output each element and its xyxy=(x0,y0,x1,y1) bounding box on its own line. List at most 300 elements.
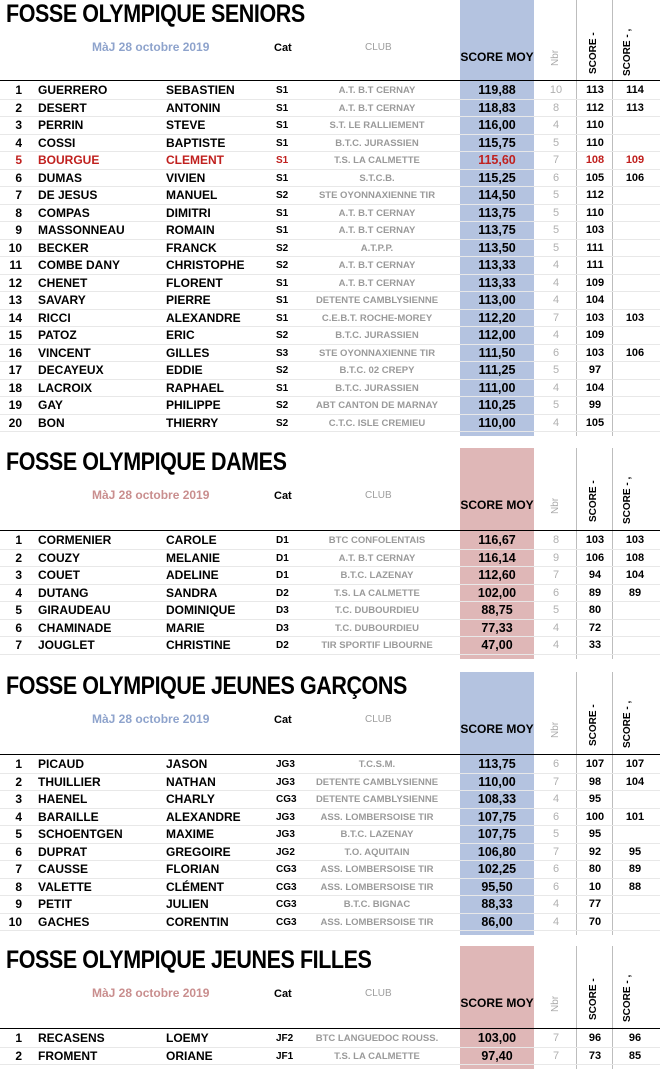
average-score: 88,75 xyxy=(481,603,513,617)
row-divider xyxy=(0,654,660,655)
last-name: GUERRERO xyxy=(38,83,108,97)
header-score-2: SCORE - , xyxy=(622,974,633,1022)
table-row xyxy=(0,135,660,153)
score-1: 97 xyxy=(588,364,602,376)
table-row xyxy=(0,205,660,223)
section-2 xyxy=(0,448,660,659)
first-name: GREGOIRE xyxy=(166,844,231,859)
average-score: 113,00 xyxy=(478,293,516,307)
table-row xyxy=(0,187,660,205)
count: 7 xyxy=(552,775,560,788)
last-name: LACROIX xyxy=(38,380,92,395)
header-score-1: SCORE - xyxy=(588,480,599,522)
average-score: 118,83 xyxy=(478,100,516,115)
table-row xyxy=(0,896,660,914)
score-2: 106 xyxy=(625,346,645,359)
table-row xyxy=(0,756,660,774)
last-name: BARAILLE xyxy=(38,809,99,824)
table-row xyxy=(0,117,660,135)
score-1: 72 xyxy=(588,621,602,634)
rank: 5 xyxy=(15,827,22,841)
count: 9 xyxy=(552,551,560,564)
table-row xyxy=(0,152,660,170)
club: BTC CONFOLENTAIS xyxy=(328,535,426,546)
last-name: BON xyxy=(38,415,65,430)
first-name: RAPHAEL xyxy=(166,380,225,395)
average-score: 106,80 xyxy=(477,844,517,859)
last-name: BOURGUE xyxy=(38,153,100,167)
category: S1 xyxy=(276,382,289,394)
first-name: EDDIE xyxy=(166,363,203,377)
score-1: 109 xyxy=(585,329,605,341)
average-score: 112,00 xyxy=(478,328,516,342)
count: 4 xyxy=(552,915,560,928)
header-score-1: SCORE - xyxy=(588,704,599,746)
score-1: 111 xyxy=(586,259,604,271)
rank: 8 xyxy=(15,879,22,894)
last-name: DECAYEUX xyxy=(38,363,104,377)
category: S1 xyxy=(276,137,289,149)
first-name: JULIEN xyxy=(166,897,209,911)
rank: 7 xyxy=(15,862,22,876)
category: D2 xyxy=(276,640,289,651)
section-4 xyxy=(0,946,660,1069)
first-name: VIVIEN xyxy=(166,170,206,185)
club: C.E.B.T. ROCHE-MOREY xyxy=(321,312,433,324)
count: 6 xyxy=(552,346,560,359)
table-row xyxy=(0,170,660,188)
category: S2 xyxy=(276,242,289,254)
first-name: SEBASTIEN xyxy=(166,83,235,97)
category: JF1 xyxy=(276,1050,294,1062)
first-name: GILLES xyxy=(166,345,210,360)
score-1: 108 xyxy=(585,154,605,166)
score-1: 96 xyxy=(588,1032,602,1044)
first-name: STEVE xyxy=(166,118,206,132)
rank: 16 xyxy=(8,345,22,360)
count: 4 xyxy=(552,639,560,651)
update-date: MàJ 28 octobre 2019 xyxy=(92,40,210,54)
club: A.T. B.T CERNAY xyxy=(338,225,416,236)
club: ASS. LOMBERSOISE TIR xyxy=(320,881,434,893)
average-score: 103,00 xyxy=(477,1031,517,1045)
header-score-1: SCORE - xyxy=(588,978,599,1020)
rank: 7 xyxy=(15,188,22,202)
first-name: ORIANE xyxy=(166,1048,213,1063)
score-1: 104 xyxy=(585,294,605,306)
table-row xyxy=(0,415,660,433)
first-name: ADELINE xyxy=(166,568,219,582)
update-date: MàJ 28 octobre 2019 xyxy=(92,712,210,726)
count: 4 xyxy=(552,294,560,306)
rank: 6 xyxy=(15,844,22,859)
header-score-average: SCORE MOY xyxy=(460,722,534,736)
club: ABT CANTON DE MARNAY xyxy=(316,400,438,411)
club: A.T. B.T CERNAY xyxy=(338,85,416,96)
last-name: COUET xyxy=(38,568,80,582)
first-name: CAROLE xyxy=(166,533,217,547)
club: A.T. B.T CERNAY xyxy=(338,552,416,564)
last-name: GACHES xyxy=(38,914,90,929)
first-name: CLEMENT xyxy=(166,153,224,167)
table-row xyxy=(0,380,660,398)
last-name: PETIT xyxy=(38,897,73,911)
count: 5 xyxy=(552,136,560,149)
header-count: Nbr xyxy=(550,49,561,66)
club: B.T.C. JURASSIEN xyxy=(335,137,419,149)
score-1: 99 xyxy=(588,399,602,411)
count: 7 xyxy=(552,1049,560,1062)
count: 7 xyxy=(552,311,560,324)
category: S2 xyxy=(276,190,289,201)
score-1: 92 xyxy=(588,845,602,858)
score-2: 108 xyxy=(625,551,645,564)
last-name: DE JESUS xyxy=(38,188,98,202)
score-2: 89 xyxy=(628,863,642,875)
category: JG3 xyxy=(276,759,295,770)
first-name: PIERRE xyxy=(166,293,211,307)
score-1: 111 xyxy=(586,241,604,254)
first-name: CORENTIN xyxy=(166,914,229,929)
category: S1 xyxy=(276,225,289,236)
category: JG3 xyxy=(276,811,295,823)
score-2: 101 xyxy=(625,810,645,823)
average-score: 115,25 xyxy=(478,170,516,185)
first-name: CHARLY xyxy=(166,792,215,806)
average-score: 77,33 xyxy=(481,620,513,635)
score-1: 103 xyxy=(585,224,605,236)
category: JG2 xyxy=(276,846,295,858)
score-2: 114 xyxy=(626,84,644,96)
count: 5 xyxy=(552,604,560,616)
rank: 13 xyxy=(8,293,22,307)
category: JG3 xyxy=(276,829,295,840)
last-name: VALETTE xyxy=(38,879,92,894)
section-1 xyxy=(0,0,660,436)
rank: 3 xyxy=(15,118,22,132)
header-club: CLUB xyxy=(365,988,392,999)
score-1: 103 xyxy=(585,534,605,546)
average-score: 110,00 xyxy=(478,774,516,789)
score-1: 109 xyxy=(585,276,605,289)
average-score: 107,75 xyxy=(477,827,517,841)
table-row xyxy=(0,397,660,415)
count: 6 xyxy=(552,586,560,599)
rank: 18 xyxy=(8,380,22,395)
table-row xyxy=(0,240,660,258)
count: 5 xyxy=(552,241,560,254)
category: S2 xyxy=(276,260,289,271)
first-name: CHRISTINE xyxy=(166,638,231,652)
score-2: 103 xyxy=(625,311,645,324)
last-name: BECKER xyxy=(38,240,89,255)
table-row xyxy=(0,100,660,118)
last-name: MASSONNEAU xyxy=(38,223,125,237)
last-name: GIRAUDEAU xyxy=(38,603,111,617)
average-score: 116,14 xyxy=(478,550,516,565)
average-score: 113,75 xyxy=(478,757,516,771)
first-name: BAPTISTE xyxy=(166,135,226,150)
count: 5 xyxy=(552,224,560,236)
category: CG3 xyxy=(276,864,297,875)
first-name: DIMITRI xyxy=(166,205,211,220)
last-name: DESERT xyxy=(38,100,87,115)
average-score: 108,33 xyxy=(477,792,517,806)
table-row xyxy=(0,550,660,568)
table-row xyxy=(0,257,660,275)
category: D1 xyxy=(276,535,289,546)
first-name: LOEMY xyxy=(166,1031,209,1045)
club: ASS. LOMBERSOISE TIR xyxy=(320,916,434,928)
club: B.T.C. 02 CREPY xyxy=(339,365,415,376)
average-score: 97,40 xyxy=(481,1048,513,1063)
rank: 19 xyxy=(8,398,22,412)
first-name: FLORIAN xyxy=(166,862,220,876)
average-score: 110,00 xyxy=(478,415,516,430)
first-name: ALEXANDRE xyxy=(166,310,241,325)
score-2: 109 xyxy=(625,154,645,166)
first-name: CLÉMENT xyxy=(166,879,224,894)
last-name: SCHOENTGEN xyxy=(38,827,123,841)
club: B.T.C. BIGNAC xyxy=(343,899,411,910)
first-name: NATHAN xyxy=(166,774,216,789)
average-score: 107,75 xyxy=(477,809,517,824)
last-name: CORMENIER xyxy=(38,533,112,547)
score-2: 103 xyxy=(625,534,645,546)
score-1: 110 xyxy=(586,206,604,219)
category: CG3 xyxy=(276,916,297,928)
score-2: 95 xyxy=(628,845,642,858)
average-score: 86,00 xyxy=(481,914,513,929)
category: S3 xyxy=(276,347,289,359)
score-1: 70 xyxy=(588,915,602,928)
last-name: THUILLIER xyxy=(38,774,101,789)
category: D1 xyxy=(276,552,289,564)
score-1: 33 xyxy=(588,639,602,651)
category: D1 xyxy=(276,570,289,581)
category: S1 xyxy=(276,102,289,114)
category: S1 xyxy=(276,295,289,306)
score-1: 103 xyxy=(585,346,605,359)
average-score: 88,33 xyxy=(481,897,513,911)
table-row xyxy=(0,327,660,345)
last-name: VINCENT xyxy=(38,345,91,360)
score-1: 113 xyxy=(586,84,604,96)
score-1: 10 xyxy=(588,880,602,893)
header-score-average: SCORE MOY xyxy=(460,50,534,64)
average-score: 102,25 xyxy=(477,862,517,876)
club: T.O. AQUITAIN xyxy=(344,846,410,858)
category: S1 xyxy=(276,85,289,96)
table-row xyxy=(0,310,660,328)
table-row xyxy=(0,345,660,363)
rank: 14 xyxy=(8,310,22,325)
rank: 1 xyxy=(15,1031,22,1045)
score-1: 80 xyxy=(588,863,602,875)
table-row xyxy=(0,879,660,897)
row-divider xyxy=(0,431,660,432)
score-1: 80 xyxy=(588,604,602,616)
rank: 9 xyxy=(15,223,22,237)
count: 5 xyxy=(552,206,560,219)
last-name: PATOZ xyxy=(38,328,77,342)
average-score: 102,00 xyxy=(477,585,517,600)
club: C.T.C. ISLE CREMIEU xyxy=(328,417,426,429)
average-score: 47,00 xyxy=(481,638,513,652)
score-1: 112 xyxy=(586,189,604,201)
table-row xyxy=(0,292,660,310)
rank: 6 xyxy=(15,620,22,635)
rank: 5 xyxy=(15,153,22,167)
average-score: 119,88 xyxy=(478,83,516,97)
club: S.T.C.B. xyxy=(359,172,395,184)
rank: 2 xyxy=(15,1048,22,1063)
rank: 17 xyxy=(8,363,22,377)
average-score: 112,20 xyxy=(478,310,516,325)
header-score-average: SCORE MOY xyxy=(460,498,534,512)
rank: 10 xyxy=(8,914,22,929)
score-2: 104 xyxy=(625,775,645,788)
average-score: 111,50 xyxy=(478,345,516,360)
count: 4 xyxy=(552,416,560,429)
count: 4 xyxy=(552,276,560,289)
update-date: MàJ 28 octobre 2019 xyxy=(92,488,210,502)
first-name: MAXIME xyxy=(166,827,214,841)
rank: 8 xyxy=(15,205,22,220)
category: S1 xyxy=(276,155,289,166)
average-score: 113,50 xyxy=(478,240,516,255)
rank: 4 xyxy=(15,585,22,600)
table-row xyxy=(0,1030,660,1048)
count: 6 xyxy=(552,810,560,823)
count: 7 xyxy=(552,1032,560,1044)
category: JG3 xyxy=(276,776,295,788)
rank: 4 xyxy=(15,809,22,824)
last-name: PERRIN xyxy=(38,118,84,132)
count: 8 xyxy=(552,101,560,114)
club: B.T.C. JURASSIEN xyxy=(335,382,419,394)
score-1: 73 xyxy=(588,1049,602,1062)
score-1: 98 xyxy=(588,775,602,788)
row-divider xyxy=(0,1064,660,1065)
first-name: CHRISTOPHE xyxy=(166,258,245,272)
score-2: 113 xyxy=(626,101,644,114)
rank: 7 xyxy=(15,638,22,652)
club: DETENTE CAMBLYSIENNE xyxy=(315,776,439,788)
category: S1 xyxy=(276,277,289,289)
score-1: 95 xyxy=(588,828,602,840)
section-title: FOSSE OLYMPIQUE JEUNES FILLES xyxy=(6,946,372,974)
header-rule xyxy=(0,1028,660,1029)
club: T.S. LA CALMETTE xyxy=(334,587,420,599)
average-score: 115,60 xyxy=(478,153,516,167)
club: T.C.S.M. xyxy=(358,759,396,770)
table-row xyxy=(0,82,660,100)
rank: 9 xyxy=(15,897,22,911)
last-name: HAENEL xyxy=(38,792,88,806)
score-1: 110 xyxy=(586,119,604,131)
table-row xyxy=(0,567,660,585)
category: S1 xyxy=(276,312,289,324)
category: S2 xyxy=(276,417,289,429)
count: 8 xyxy=(552,534,560,546)
count: 4 xyxy=(552,381,560,394)
score-2: 89 xyxy=(628,586,642,599)
average-score: 113,75 xyxy=(478,223,516,237)
score-1: 94 xyxy=(588,569,602,581)
last-name: DUPRAT xyxy=(38,844,88,859)
update-date: MàJ 28 octobre 2019 xyxy=(92,986,210,1000)
header-score-2: SCORE - , xyxy=(622,700,633,748)
first-name: MELANIE xyxy=(166,550,220,565)
rank: 6 xyxy=(15,170,22,185)
first-name: DOMINIQUE xyxy=(166,603,236,617)
category: CG3 xyxy=(276,881,297,893)
last-name: CHENET xyxy=(38,275,88,290)
count: 6 xyxy=(552,880,560,893)
club: A.T. B.T CERNAY xyxy=(338,277,416,289)
club: T.S. LA CALMETTE xyxy=(334,155,420,166)
average-score: 110,25 xyxy=(478,398,516,412)
score-2: 88 xyxy=(628,880,642,893)
count: 4 xyxy=(552,329,560,341)
header-score-1: SCORE - xyxy=(588,32,599,74)
header-club: CLUB xyxy=(365,490,392,501)
rank: 20 xyxy=(8,415,22,430)
header-score-average: SCORE MOY xyxy=(460,996,534,1010)
count: 7 xyxy=(552,154,560,166)
count: 5 xyxy=(552,828,560,840)
count: 5 xyxy=(552,189,560,201)
table-row xyxy=(0,844,660,862)
score-2: 96 xyxy=(628,1032,642,1044)
count: 4 xyxy=(552,621,560,634)
average-score: 95,50 xyxy=(481,879,513,894)
club: T.S. LA CALMETTE xyxy=(334,1050,420,1062)
club: T.C. DUBOURDIEU xyxy=(335,622,419,634)
club: S.T. LE RALLIEMENT xyxy=(329,120,425,131)
header-rule xyxy=(0,754,660,755)
club: T.C. DUBOURDIEU xyxy=(335,605,419,616)
rank: 4 xyxy=(15,135,22,150)
score-1: 106 xyxy=(585,551,605,564)
club: A.T.P.P. xyxy=(360,242,394,254)
last-name: DUTANG xyxy=(38,585,89,600)
score-1: 89 xyxy=(588,586,602,599)
count: 4 xyxy=(552,793,560,805)
club: TIR SPORTIF LIBOURNE xyxy=(321,640,433,651)
category: D2 xyxy=(276,587,289,599)
first-name: JASON xyxy=(166,757,208,771)
section-3 xyxy=(0,672,660,935)
last-name: CAUSSE xyxy=(38,862,89,876)
club: BTC LANGUEDOC ROUSS. xyxy=(315,1033,439,1044)
average-score: 111,00 xyxy=(478,380,516,395)
score-2: 106 xyxy=(625,171,645,184)
club: DETENTE CAMBLYSIENNE xyxy=(315,295,439,306)
rank: 1 xyxy=(15,533,22,547)
category: S1 xyxy=(276,207,289,219)
category: D3 xyxy=(276,622,289,634)
last-name: GAY xyxy=(38,398,63,412)
category: S2 xyxy=(276,400,289,411)
last-name: COMBE DANY xyxy=(38,258,121,272)
rank: 15 xyxy=(8,328,22,342)
header-club: CLUB xyxy=(365,714,392,725)
last-name: CHAMINADE xyxy=(38,620,112,635)
average-score: 111,25 xyxy=(478,363,516,377)
last-name: COSSI xyxy=(38,135,76,150)
